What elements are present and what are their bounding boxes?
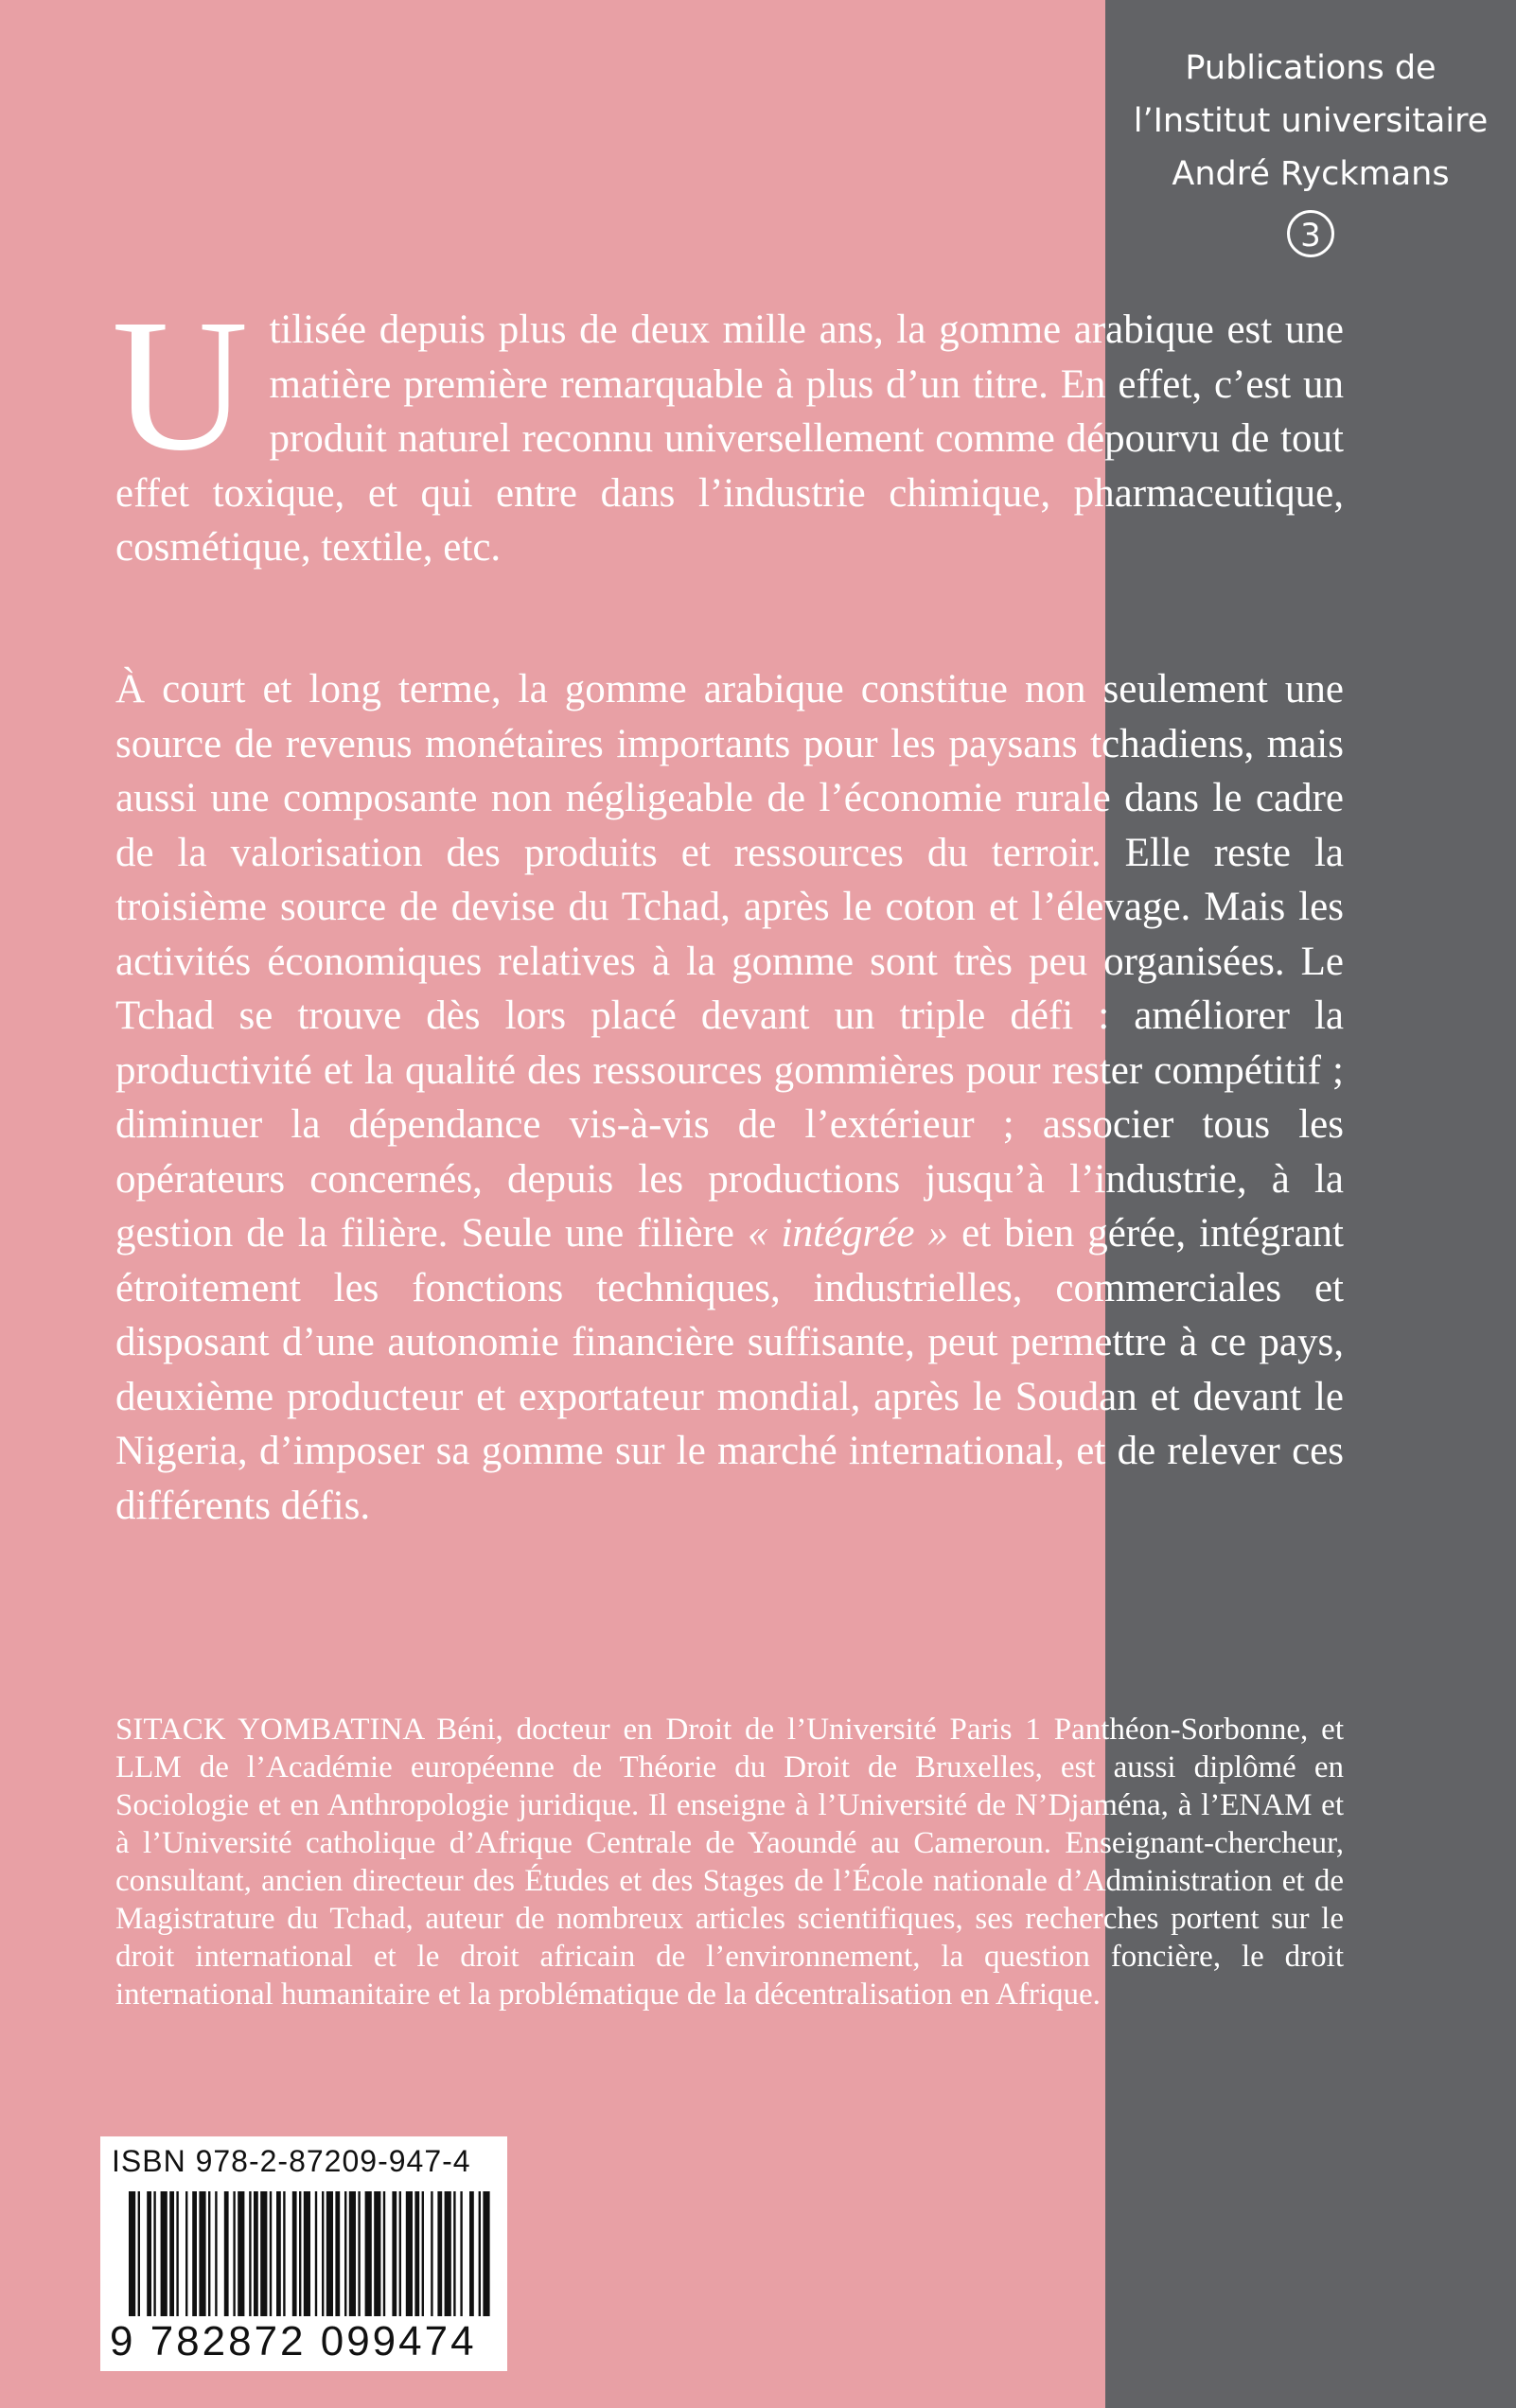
author-bio: SITACK YOMBATINA Béni, docteur en Droit de l’Université Paris 1 Panthéon-Sorbonne, et LLM de l’Académie européenne de Théorie du Droit de Bruxelles, est aussi diplômé en Sociologie et en Anthropologie juridique. Il enseigne à l’Université de N’Djaména, à l’ENAM et à l’Université catholique d’Afrique Centrale de Yaoundé au Cameroun. Enseignant-chercheur, consultant, ancien directeur des Études et des Stages de l’École nationale d’Administration et de Magistrature du Tchad, auteur de nombreux articles scientifiques, ses recherches portent sur le droit international et le droit africain de l’environnement, la question foncière, le droit international humanitaire et la problématique de la décentralisation en Afrique. [115, 1713, 1344, 2012]
paragraph-2-text-a: À court et long terme, la gomme arabique constitue non seulement une source de revenus monétaires importants pour les paysans tchadiens, mais aussi une composante non négligeable de l’économie rurale dans le cadre de la valorisation des produits et ressources du terroir. Elle reste la troisième source de devise du Tchad, après le coton et l’élevage. Mais les activités économiques relatives à la gomme sont très peu organisées. Le Tchad se trouve dès lors placé devant un triple défi : améliorer la productivité et la qualité des ressources gommières pour rester compétitif ; diminuer la dépendance vis-à-vis de l’extérieur ; associer tous les opérateurs concernés, depuis les productions jusqu’à l’industrie, à la gestion de la filière. Seule une filière [115, 667, 1344, 1256]
paragraph-1 [112, 281, 1344, 575]
isbn-label: ISBN 978-2-87209-947-4 [112, 2144, 471, 2178]
paragraph-2-italic: « intégrée » [747, 1211, 949, 1256]
series-number-badge: 3 [1287, 210, 1334, 257]
series-line-1: Publications de [1185, 49, 1437, 87]
paragraph-2 [115, 662, 1344, 1533]
series-line-2: l’Institut universitaire [1133, 102, 1489, 140]
paragraph-1-text: tilisée depuis plus de deux mille ans, la gomme arabique est une matière première remarquable à plus d’un titre. En effet, c’est un produit naturel reconnu universellement comme dépourvu de tout effet toxique, et qui entre dans l’industrie chimique, pharmaceutique, cosmétique, textile, etc. [115, 308, 1344, 570]
series-line-3: André Ryckmans [1172, 155, 1450, 193]
paragraph-2-text-b: et bien gérée, intégrant étroitement les fonctions techniques, industrielles, commerciales et disposant d’une autonomie financière suffisante, peut permettre à ce pays, deuxième producteur et exportateur mondial, après le Soudan et devant le Nigeria, d’imposer sa gomme sur le marché international, et de relever ces différents défis. [115, 1211, 1345, 1528]
barcode-digits: 9 782872 099474 [110, 2318, 477, 2364]
series-block [1105, 42, 1516, 262]
barcode-area [100, 2136, 507, 2371]
drop-cap: U [112, 281, 249, 490]
